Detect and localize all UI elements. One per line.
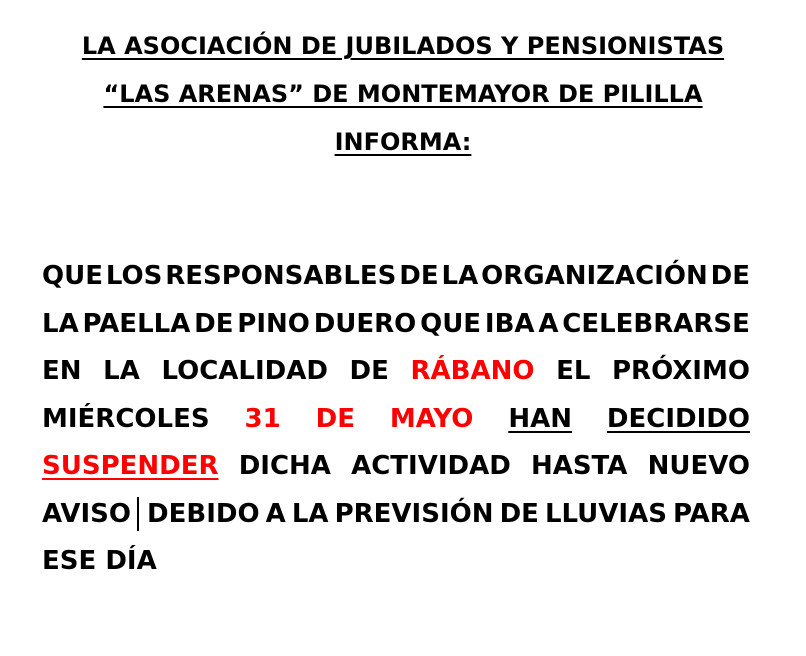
notice-word: QUE: [42, 261, 103, 291]
notice-word: DE: [710, 261, 750, 291]
notice-word: ORGANIZACIÓN: [481, 261, 708, 291]
notice-word: LA: [42, 308, 79, 339]
notice-word: CELEBRARSE: [562, 308, 750, 339]
notice-line-2: [42, 301, 750, 349]
notice-word: MIÉRCOLES: [42, 403, 210, 434]
association-location-line: [0, 70, 806, 118]
association-name-line: [0, 22, 806, 70]
notice-word: PREVISIÓN: [334, 498, 494, 529]
notice-word: DICHA: [238, 451, 331, 481]
notice-word: A: [538, 308, 559, 339]
notice-word: PARA: [673, 498, 750, 529]
notice-word: DE: [499, 498, 539, 529]
notice-word: EN: [42, 356, 82, 386]
notice-word: DE: [399, 261, 439, 291]
association-location: “LAS ARENAS” DE MONTEMAYOR DE PILILLA: [103, 80, 703, 108]
notice-word: DUERO: [313, 308, 417, 339]
notice-word: PAELLA: [82, 308, 191, 339]
text-cursor: [137, 497, 139, 531]
notice-word: NUEVO: [647, 451, 750, 481]
suspend-word: SUSPENDER: [42, 451, 219, 481]
notice-word: IBA: [484, 308, 535, 339]
informa-heading: INFORMA:: [334, 128, 472, 156]
notice-body: [42, 253, 750, 586]
aviso-with-caret: [42, 491, 141, 539]
notice-word: DÍA: [105, 546, 157, 576]
notice-word: A: [265, 498, 286, 529]
notice-line-1: [42, 253, 750, 301]
notice-word: EL: [556, 356, 591, 386]
decision-decidido: DECIDIDO: [606, 403, 750, 434]
date-day: 31: [244, 403, 281, 434]
notice-word: DEBIDO: [147, 498, 260, 529]
notice-word: LOS: [105, 261, 163, 291]
notice-line-3: [42, 348, 750, 396]
notice-word: QUE: [420, 308, 482, 339]
informa-line: [0, 118, 806, 166]
notice-word: ACTIVIDAD: [351, 451, 511, 481]
notice-word: LA: [441, 261, 479, 291]
notice-line-4: [42, 396, 750, 444]
location-rabano: RÁBANO: [410, 356, 535, 386]
association-name: LA ASOCIACIÓN DE JUBILADOS Y PENSIONISTAS: [81, 32, 725, 60]
notice-word: ESE: [42, 546, 97, 576]
notice-word: LOCALIDAD: [161, 356, 328, 386]
notice-line-7: [42, 538, 750, 586]
date-de: DE: [315, 403, 355, 434]
date-month: MAYO: [389, 403, 474, 434]
notice-word: HASTA: [530, 451, 628, 481]
notice-word: LLUVIAS: [544, 498, 667, 529]
notice-word: DE: [349, 356, 389, 386]
notice-header: [0, 22, 806, 166]
notice-line-6: [42, 491, 750, 539]
notice-word: LA: [291, 498, 329, 529]
notice-word: LA: [103, 356, 140, 386]
notice-word: AVISO: [42, 498, 131, 529]
decision-han: HAN: [508, 403, 572, 434]
notice-word: DE: [194, 308, 234, 339]
notice-word: RESPONSABLES: [165, 261, 397, 291]
notice-line-5: [42, 443, 750, 491]
notice-word: PRÓXIMO: [612, 356, 750, 386]
notice-word: PINO: [237, 308, 310, 339]
